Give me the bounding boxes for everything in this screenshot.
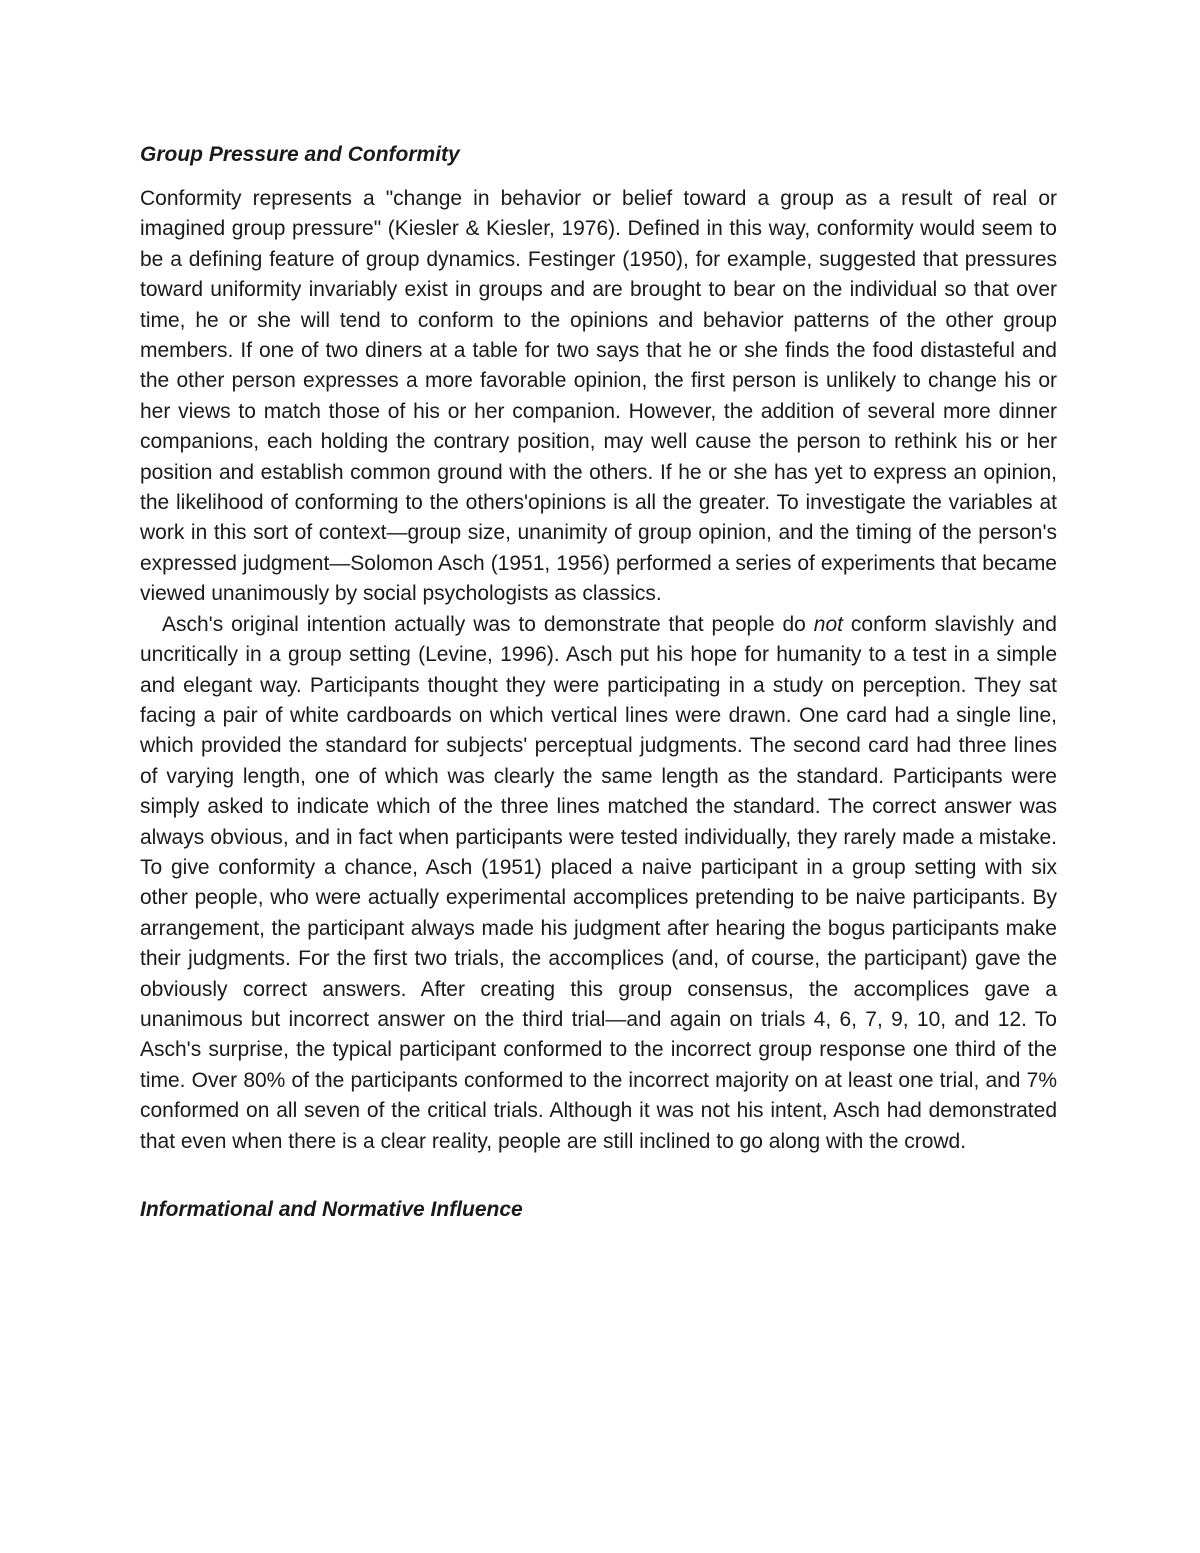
paragraph-asch-text-end: conform slavishly and uncritically in a group setting (Levine, 1996). Asch put his hope for humanity to a test in a simple and elegant way. Participants thought they were participating in a study on perception. They sat facing a pair of white cardboards on which vertical lines were drawn. One card had a single line, which provided the standard for subjects' perceptual judgments. The second card had three lines of varying length, one of which was clearly the same length as the standard. Participants were simply asked to indicate which of the three lines matched the standard. The correct answer was always obvious, and in fact when participants were tested individually, they rarely made a mistake. To give conformity a chance, Asch (1951) placed a naive participant in a group setting with six other people, who were actually experimental accomplices pretending to be naive participants. By arrangement, the participant always made his judgment after hearing the bogus participants make their judgments. For the first two trials, the accomplices (and, of course, the participant) gave the obviously correct answers. After creating this group consensus, the accomplices gave a unanimous but incorrect answer on the third trial—and again on trials 4, 6, 7, 9, 10, and 12. To Asch's surprise, the typical participant conformed to the incorrect group response one third of the time. Over 80% of the participants conformed to the incorrect majority on at least one trial, and 7% conformed on all seven of the critical trials. Although it was not his intent, Asch had demonstrated that even when there is a clear reality, people are still inclined to go along with the crowd. xyxy=(140,612,1057,1153)
paragraph-conformity-definition: Conformity represents a "change in behavior or belief toward a group as a result of real or imagined group pressure" (Kiesler & Kiesler, 1976). Defined in this way, conformity would seem to be a defining feature of group dynamics. Festinger (1950), for example, suggested that pressures toward uniformity invariably exist in groups and are brought to bear on the individual so that over time, he or she will tend to conform to the opinions and behavior patterns of the other group members. If one of two diners at a table for two says that he or she finds the food distasteful and the other person expresses a more favorable opinion, the first person is unlikely to change his or her views to match those of his or her companion. However, the addition of several more dinner companions, each holding the contrary position, may well cause the person to rethink his or her position and establish common ground with the others. If he or she has yet to express an opinion, the likelihood of conforming to the others'opinions is all the greater. To investigate the variables at work in this sort of context—group size, unanimity of group opinion, and the timing of the person's expressed judgment—Solomon Asch (1951, 1956) performed a series of experiments that became viewed unanimously by social psychologists as classics. xyxy=(140,187,1057,606)
emphasis-not: not xyxy=(813,612,843,636)
document-body xyxy=(140,140,1057,1225)
paragraph-asch-experiment xyxy=(140,610,1057,1157)
paragraph-asch-text-start: Asch's original intention actually was to demonstrate that people do xyxy=(162,612,814,636)
section-heading-group-pressure: Group Pressure and Conformity xyxy=(140,143,460,166)
section-heading-informational-normative: Informational and Normative Influence xyxy=(140,1198,523,1221)
